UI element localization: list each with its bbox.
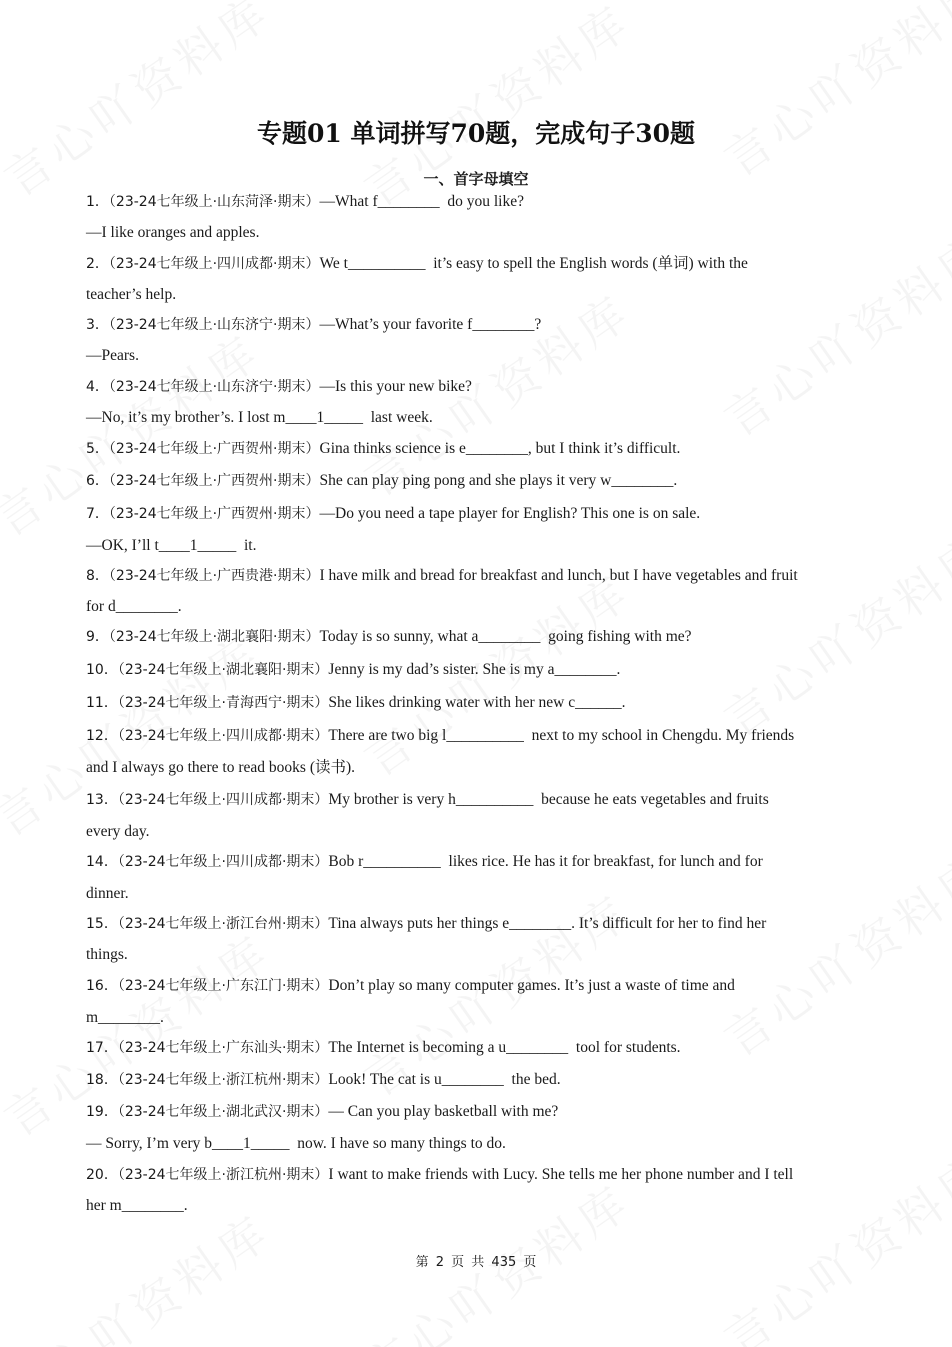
question-text: —Is this your new bike? — [319, 378, 472, 395]
question-source: （23-24七年级上·浙江台州·期末） — [117, 916, 329, 932]
question-text: —What’s your favorite f________? — [319, 316, 542, 333]
question-text: Jenny is my dad’s sister. She is my a________. — [328, 661, 621, 678]
question-line — [86, 471, 677, 491]
question-text: m________. — [86, 1009, 164, 1026]
question-number: 20． — [86, 1167, 118, 1183]
question-number: 18． — [86, 1072, 118, 1088]
question-source: （23-24七年级上·浙江杭州·期末） — [117, 1072, 329, 1088]
question-number: 4． — [86, 379, 109, 395]
question-text: every day. — [86, 823, 150, 840]
question-text: — Can you play basketball with me? — [328, 1103, 559, 1120]
question-line — [86, 315, 541, 335]
question-number: 5． — [86, 441, 109, 457]
question-source: （23-24七年级上·广西贺州·期末） — [108, 473, 320, 489]
watermark-text — [709, 0, 952, 190]
question-text: teacher’s help. — [86, 286, 177, 303]
question-source: （23-24七年级上·四川成都·期末） — [117, 728, 329, 744]
question-source: （23-24七年级上·四川成都·期末） — [108, 256, 320, 272]
question-continuation — [86, 346, 139, 366]
section-title: 一、首字母填空 — [423, 170, 529, 188]
question-line — [86, 377, 472, 397]
question-source: （23-24七年级上·湖北襄阳·期末） — [117, 662, 329, 678]
question-number: 15． — [86, 916, 118, 932]
question-number: 1． — [86, 194, 109, 210]
question-number: 14． — [86, 854, 118, 870]
question-line — [86, 254, 748, 274]
question-number: 3． — [86, 317, 109, 333]
question-line — [86, 852, 763, 872]
question-source: （23-24七年级上·广西贺州·期末） — [108, 506, 320, 522]
question-continuation — [86, 285, 176, 305]
question-continuation — [86, 1008, 164, 1028]
question-continuation — [86, 223, 259, 243]
question-text: She likes drinking water with her new c______. — [328, 694, 626, 711]
question-line — [86, 726, 794, 746]
question-text: —What f________ do you like? — [319, 193, 524, 210]
question-text: There are two big l__________ next to my school in Chengdu. My friends — [328, 727, 795, 744]
question-number: 10． — [86, 662, 118, 678]
question-text: —OK, I’ll t____1_____ it. — [86, 537, 257, 554]
question-text: —Pears. — [86, 347, 139, 364]
question-line — [86, 790, 769, 810]
question-continuation — [86, 408, 433, 428]
question-number: 13． — [86, 792, 118, 808]
page-footer: 第 2 页 共 435 页 — [415, 1255, 537, 1270]
question-text: Today is so sunny, what a________ going fishing with me? — [319, 628, 692, 645]
question-line — [86, 504, 700, 524]
watermark-text — [709, 216, 952, 449]
question-line — [86, 693, 625, 713]
question-continuation — [86, 536, 257, 556]
question-continuation — [86, 945, 128, 965]
question-source: （23-24七年级上·青海西宁·期末） — [117, 695, 329, 711]
question-line — [86, 660, 620, 680]
question-source: （23-24七年级上·广西贵港·期末） — [108, 568, 320, 584]
question-number: 16． — [86, 978, 118, 994]
question-text: and I always go there to read books (读书). — [86, 759, 356, 776]
question-text: her m________. — [86, 1197, 188, 1214]
question-line — [86, 914, 766, 934]
question-text: She can play ping pong and she plays it very w________. — [319, 472, 678, 489]
question-number: 17． — [86, 1040, 118, 1056]
question-text: Look! The cat is u________ the bed. — [328, 1071, 561, 1088]
question-line — [86, 192, 524, 212]
question-line — [86, 439, 680, 459]
question-source: （23-24七年级上·山东济宁·期末） — [108, 379, 320, 395]
question-text: I want to make friends with Lucy. She tells me her phone number and I tell — [328, 1166, 794, 1183]
question-text: dinner. — [86, 885, 129, 902]
question-continuation — [86, 822, 150, 842]
question-source: （23-24七年级上·广西贺州·期末） — [108, 441, 320, 457]
question-number: 8． — [86, 568, 109, 584]
question-text: —No, it’s my brother’s. I lost m____1_____ last week. — [86, 409, 433, 426]
question-text: We t__________ it’s easy to spell the English words (单词) with the — [319, 255, 748, 272]
question-line — [86, 976, 735, 996]
question-number: 7． — [86, 506, 109, 522]
question-source: （23-24七年级上·广东江门·期末） — [117, 978, 329, 994]
question-number: 11． — [86, 695, 118, 711]
question-text: for d________. — [86, 598, 182, 615]
question-text: —I like oranges and apples. — [86, 224, 260, 241]
question-continuation — [86, 884, 129, 904]
question-source: （23-24七年级上·山东济宁·期末） — [108, 317, 320, 333]
question-number: 6． — [86, 473, 109, 489]
question-text: Gina thinks science is e________, but I think it’s difficult. — [319, 440, 681, 457]
question-source: （23-24七年级上·湖北襄阳·期末） — [108, 629, 320, 645]
question-number: 12． — [86, 728, 118, 744]
question-line — [86, 627, 692, 647]
question-source: （23-24七年级上·广东汕头·期末） — [117, 1040, 329, 1056]
question-line — [86, 1070, 561, 1090]
question-line — [86, 1038, 681, 1058]
question-text: —Do you need a tape player for English? This one is on sale. — [319, 505, 701, 522]
question-text: things. — [86, 946, 128, 963]
question-text: Bob r__________ likes rice. He has it for breakfast, for lunch and for — [328, 853, 763, 870]
watermark-text — [709, 516, 952, 749]
question-continuation — [86, 1196, 188, 1216]
question-source: （23-24七年级上·四川成都·期末） — [117, 792, 329, 808]
page-title: 专题01 单词拼写70题，完成句子30题 — [256, 119, 696, 148]
question-text: Tina always puts her things e________. It’s difficult for her to find her — [328, 915, 767, 932]
question-line — [86, 566, 798, 586]
question-source: （23-24七年级上·湖北武汉·期末） — [117, 1104, 329, 1120]
question-text: — Sorry, I’m very b____1_____ now. I have so many things to do. — [86, 1135, 506, 1152]
question-source: （23-24七年级上·山东菏泽·期末） — [108, 194, 320, 210]
question-number: 9． — [86, 629, 109, 645]
question-continuation — [86, 1134, 506, 1154]
question-line — [86, 1102, 558, 1122]
question-line — [86, 1165, 793, 1185]
question-text: Don’t play so many computer games. It’s just a waste of time and — [328, 977, 735, 994]
question-number: 2． — [86, 256, 109, 272]
question-text: The Internet is becoming a u________ tool for students. — [328, 1039, 681, 1056]
question-continuation — [86, 597, 182, 617]
watermark-text — [0, 1196, 283, 1347]
question-number: 19． — [86, 1104, 118, 1120]
question-source: （23-24七年级上·浙江杭州·期末） — [117, 1167, 329, 1183]
question-continuation — [86, 758, 355, 778]
question-text: I have milk and bread for breakfast and lunch, but I have vegetables and fruit — [319, 567, 798, 584]
question-source: （23-24七年级上·四川成都·期末） — [117, 854, 329, 870]
question-text: My brother is very h__________ because he eats vegetables and fruits — [328, 791, 769, 808]
